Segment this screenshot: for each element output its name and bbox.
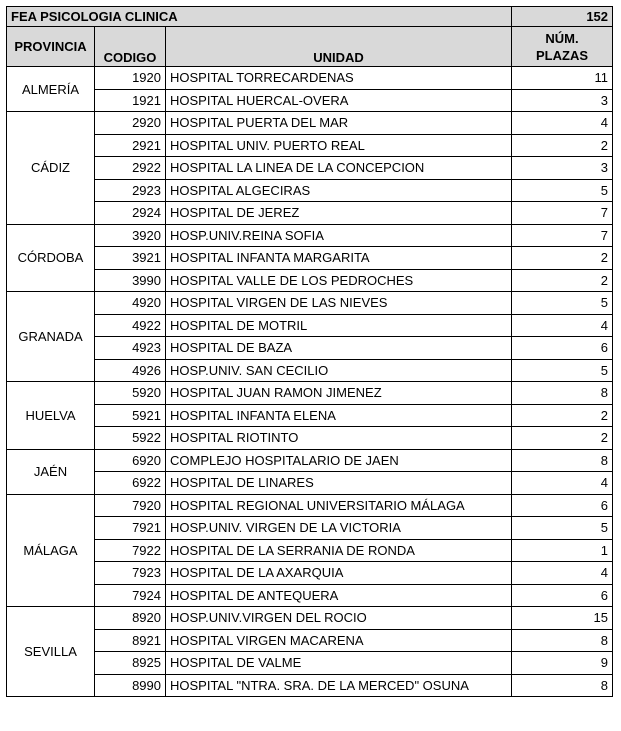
plazas-cell: 15: [512, 607, 613, 630]
unit-cell: HOSPITAL DE BAZA: [166, 337, 512, 360]
unit-cell: HOSPITAL PUERTA DEL MAR: [166, 112, 512, 135]
unit-cell: HOSP.UNIV.REINA SOFIA: [166, 224, 512, 247]
table-row: [7, 89, 613, 112]
code-cell: 1920: [95, 67, 166, 90]
unit-cell: HOSPITAL DE ANTEQUERA: [166, 584, 512, 607]
code-cell: 4923: [95, 337, 166, 360]
code-cell: 3921: [95, 247, 166, 270]
table-row: [7, 674, 613, 697]
plazas-cell: 5: [512, 517, 613, 540]
plazas-cell: 6: [512, 494, 613, 517]
province-cell: HUELVA: [7, 382, 95, 450]
unit-cell: HOSP.UNIV.VIRGEN DEL ROCIO: [166, 607, 512, 630]
plazas-cell: 2: [512, 134, 613, 157]
table-row: [7, 337, 613, 360]
code-cell: 8920: [95, 607, 166, 630]
plazas-cell: 8: [512, 382, 613, 405]
unit-cell: HOSPITAL HUERCAL-OVERA: [166, 89, 512, 112]
table-row: [7, 382, 613, 405]
unit-cell: HOSPITAL DE MOTRIL: [166, 314, 512, 337]
unit-cell: HOSP.UNIV. SAN CECILIO: [166, 359, 512, 382]
table-row: [7, 314, 613, 337]
code-cell: 4920: [95, 292, 166, 315]
code-cell: 7922: [95, 539, 166, 562]
unit-cell: HOSPITAL LA LINEA DE LA CONCEPCION: [166, 157, 512, 180]
table-body: [7, 67, 613, 697]
table-row: [7, 359, 613, 382]
unit-cell: HOSPITAL INFANTA ELENA: [166, 404, 512, 427]
table-row: [7, 404, 613, 427]
header-row: [7, 27, 613, 67]
unit-cell: COMPLEJO HOSPITALARIO DE JAEN: [166, 449, 512, 472]
plazas-cell: 8: [512, 449, 613, 472]
code-cell: 6922: [95, 472, 166, 495]
code-cell: 2924: [95, 202, 166, 225]
table-row: [7, 292, 613, 315]
header-provincia: PROVINCIA: [7, 27, 95, 67]
plazas-cell: 8: [512, 629, 613, 652]
table-row: [7, 629, 613, 652]
plazas-cell: 6: [512, 584, 613, 607]
code-cell: 8925: [95, 652, 166, 675]
table-row: [7, 224, 613, 247]
unit-cell: HOSP.UNIV. VIRGEN DE LA VICTORIA: [166, 517, 512, 540]
code-cell: 2923: [95, 179, 166, 202]
plazas-cell: 7: [512, 202, 613, 225]
plazas-cell: 11: [512, 67, 613, 90]
plazas-cell: 7: [512, 224, 613, 247]
table-row: [7, 539, 613, 562]
unit-cell: HOSPITAL UNIV. PUERTO REAL: [166, 134, 512, 157]
plazas-cell: 2: [512, 269, 613, 292]
title-row: [7, 7, 613, 27]
code-cell: 5920: [95, 382, 166, 405]
table-row: [7, 562, 613, 585]
province-cell: CÓRDOBA: [7, 224, 95, 292]
table-row: [7, 472, 613, 495]
plazas-cell: 4: [512, 472, 613, 495]
unit-cell: HOSPITAL JUAN RAMON JIMENEZ: [166, 382, 512, 405]
code-cell: 8990: [95, 674, 166, 697]
unit-cell: HOSPITAL DE JEREZ: [166, 202, 512, 225]
code-cell: 7924: [95, 584, 166, 607]
plazas-cell: 8: [512, 674, 613, 697]
table-row: [7, 607, 613, 630]
plazas-cell: 4: [512, 112, 613, 135]
code-cell: 1921: [95, 89, 166, 112]
header-plazas-line2: PLAZAS: [536, 47, 589, 63]
code-cell: 5922: [95, 427, 166, 450]
table-row: [7, 269, 613, 292]
plazas-cell: 1: [512, 539, 613, 562]
code-cell: 7921: [95, 517, 166, 540]
plazas-cell: 5: [512, 292, 613, 315]
table-row: [7, 427, 613, 450]
code-cell: 5921: [95, 404, 166, 427]
province-cell: ALMERÍA: [7, 67, 95, 112]
unit-cell: HOSPITAL ALGECIRAS: [166, 179, 512, 202]
unit-cell: HOSPITAL DE LA AXARQUIA: [166, 562, 512, 585]
plazas-cell: 9: [512, 652, 613, 675]
plazas-cell: 2: [512, 247, 613, 270]
table-row: [7, 652, 613, 675]
unit-cell: HOSPITAL VIRGEN MACARENA: [166, 629, 512, 652]
table-row: [7, 584, 613, 607]
table-row: [7, 67, 613, 90]
code-cell: 2920: [95, 112, 166, 135]
code-cell: 3920: [95, 224, 166, 247]
plazas-cell: 3: [512, 89, 613, 112]
code-cell: 3990: [95, 269, 166, 292]
code-cell: 4922: [95, 314, 166, 337]
plazas-cell: 6: [512, 337, 613, 360]
plazas-cell: 2: [512, 404, 613, 427]
table-row: [7, 247, 613, 270]
header-codigo: CODIGO: [95, 27, 166, 67]
province-cell: CÁDIZ: [7, 112, 95, 225]
table-row: [7, 202, 613, 225]
table-row: [7, 112, 613, 135]
plazas-cell: 5: [512, 359, 613, 382]
table-row: [7, 449, 613, 472]
code-cell: 7920: [95, 494, 166, 517]
unit-cell: HOSPITAL DE LA SERRANIA DE RONDA: [166, 539, 512, 562]
unit-cell: HOSPITAL RIOTINTO: [166, 427, 512, 450]
code-cell: 7923: [95, 562, 166, 585]
plazas-cell: 2: [512, 427, 613, 450]
plazas-table: [6, 6, 613, 697]
table-row: [7, 517, 613, 540]
header-plazas-line1: NÚM.: [545, 30, 579, 46]
unit-cell: HOSPITAL TORRECARDENAS: [166, 67, 512, 90]
table-row: [7, 494, 613, 517]
table-title: FEA PSICOLOGIA CLINICA: [7, 7, 512, 27]
total-plazas: 152: [512, 7, 613, 27]
plazas-cell: 3: [512, 157, 613, 180]
province-cell: SEVILLA: [7, 607, 95, 697]
unit-cell: HOSPITAL "NTRA. SRA. DE LA MERCED" OSUNA: [166, 674, 512, 697]
plazas-cell: 4: [512, 314, 613, 337]
code-cell: 2922: [95, 157, 166, 180]
province-cell: MÁLAGA: [7, 494, 95, 607]
province-cell: JAÉN: [7, 449, 95, 494]
unit-cell: HOSPITAL INFANTA MARGARITA: [166, 247, 512, 270]
unit-cell: HOSPITAL DE VALME: [166, 652, 512, 675]
code-cell: 8921: [95, 629, 166, 652]
header-plazas: [512, 27, 613, 67]
table-row: [7, 157, 613, 180]
header-unidad: UNIDAD: [166, 27, 512, 67]
unit-cell: HOSPITAL VALLE DE LOS PEDROCHES: [166, 269, 512, 292]
code-cell: 2921: [95, 134, 166, 157]
table-row: [7, 134, 613, 157]
code-cell: 6920: [95, 449, 166, 472]
plazas-cell: 4: [512, 562, 613, 585]
code-cell: 4926: [95, 359, 166, 382]
unit-cell: HOSPITAL VIRGEN DE LAS NIEVES: [166, 292, 512, 315]
province-cell: GRANADA: [7, 292, 95, 382]
plazas-cell: 5: [512, 179, 613, 202]
unit-cell: HOSPITAL REGIONAL UNIVERSITARIO MÁLAGA: [166, 494, 512, 517]
unit-cell: HOSPITAL DE LINARES: [166, 472, 512, 495]
table-row: [7, 179, 613, 202]
